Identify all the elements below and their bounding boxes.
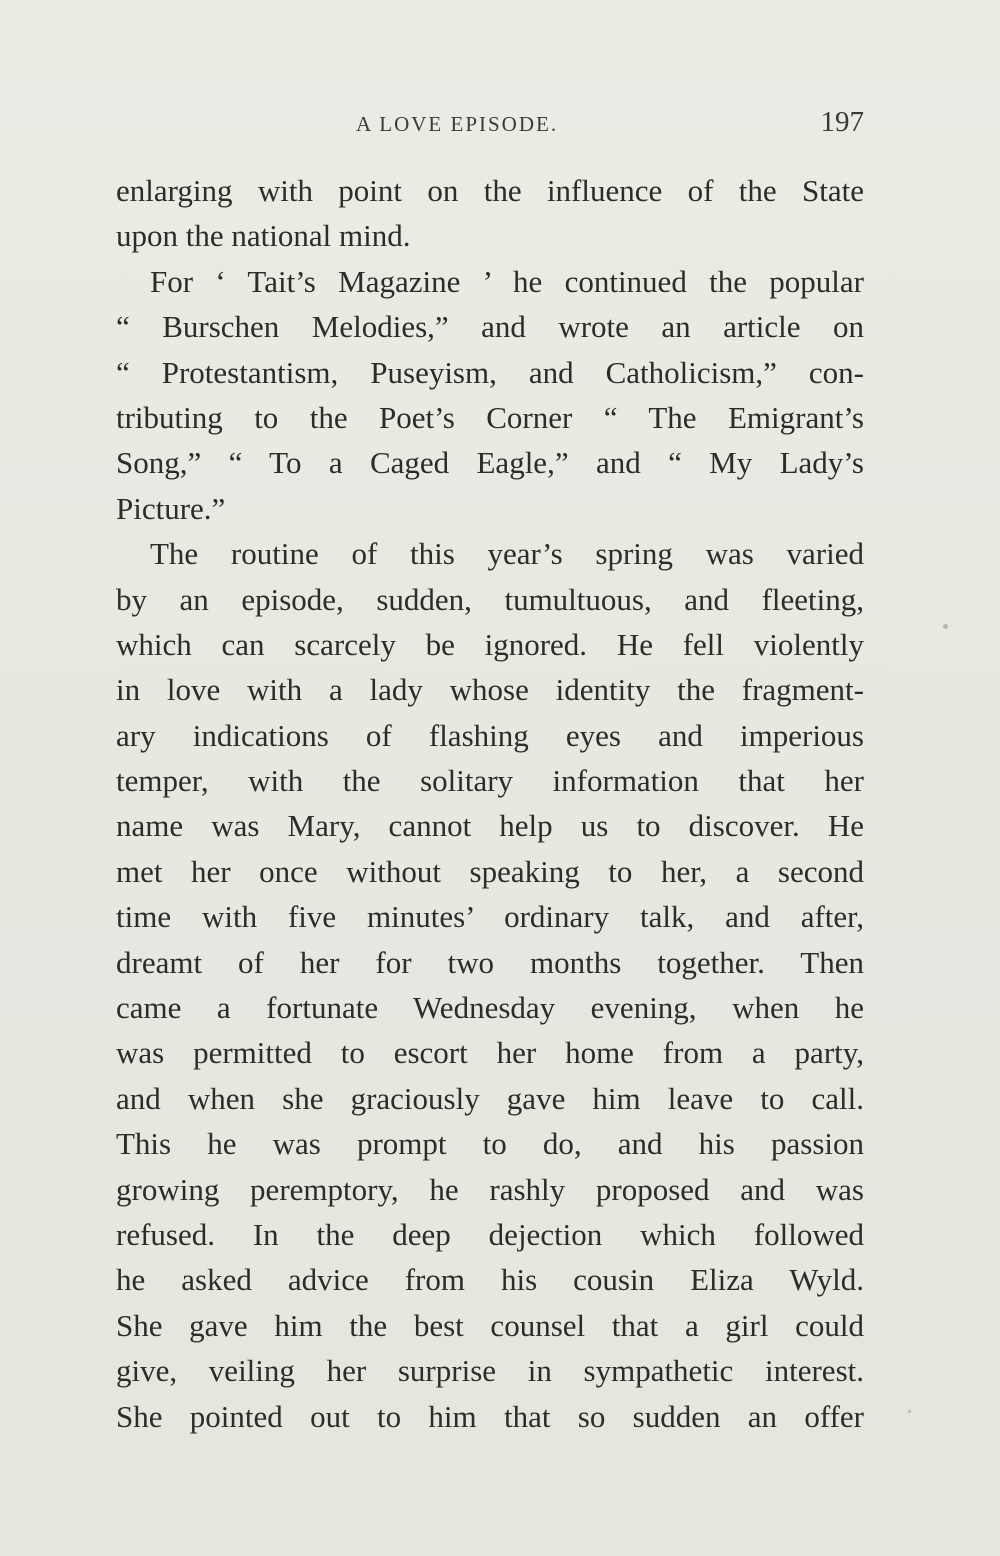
text-line: ary indications of flashing eyes and imperious bbox=[116, 717, 864, 753]
text-line: met her once without speaking to her, a second bbox=[116, 853, 864, 889]
text-line: came a fortunate Wednesday evening, when he bbox=[116, 990, 864, 1026]
text-line: For ‘ Tait’s Magazine ’ he continued the popular bbox=[150, 263, 864, 299]
text-line: “ Protestantism, Puseyism, and Catholicism,” con- bbox=[116, 354, 864, 390]
text-line: “ Burschen Melodies,” and wrote an article on bbox=[116, 309, 864, 345]
text-line: name was Mary, cannot help us to discover. He bbox=[116, 808, 864, 844]
text-line: time with five minutes’ ordinary talk, and after, bbox=[116, 899, 864, 935]
text-line: was permitted to escort her home from a party, bbox=[116, 1035, 864, 1071]
text-line: growing peremptory, he rashly proposed and was bbox=[116, 1171, 864, 1207]
text-line: Song,” “ To a Caged Eagle,” and “ My Lady’s bbox=[116, 445, 864, 481]
paper-speck bbox=[943, 624, 948, 629]
text-line: which can scarcely be ignored. He fell violently bbox=[116, 626, 864, 662]
text-line: refused. In the deep dejection which followed bbox=[116, 1216, 864, 1252]
body-text bbox=[116, 168, 864, 1439]
text-line: The routine of this year’s spring was varied bbox=[150, 536, 864, 572]
page-number: 197 bbox=[820, 106, 864, 138]
text-line: tributing to the Poet’s Corner “ The Emigrant’s bbox=[116, 399, 864, 435]
text-line: upon the national mind. bbox=[116, 218, 411, 254]
text-line: This he was prompt to do, and his passion bbox=[116, 1126, 864, 1162]
text-line: he asked advice from his cousin Eliza Wyld. bbox=[116, 1262, 864, 1298]
text-line: She gave him the best counsel that a girl could bbox=[116, 1307, 864, 1343]
text-line: by an episode, sudden, tumultuous, and fleeting, bbox=[116, 581, 864, 617]
text-line: dreamt of her for two months together. Then bbox=[116, 944, 864, 980]
text-line: and when she graciously gave him leave to call. bbox=[116, 1080, 864, 1116]
text-line: enlarging with point on the influence of the State bbox=[116, 173, 864, 208]
paper-speck bbox=[908, 1410, 911, 1413]
running-title: A LOVE EPISODE. bbox=[356, 112, 559, 136]
text-line: temper, with the solitary information that her bbox=[116, 763, 864, 799]
text-line: give, veiling her surprise in sympathetic interest. bbox=[116, 1353, 864, 1389]
running-head bbox=[116, 106, 864, 146]
text-line: She pointed out to him that so sudden an offer bbox=[116, 1398, 864, 1434]
text-line: Picture.” bbox=[116, 490, 226, 526]
text-line: in love with a lady whose identity the fragment- bbox=[116, 672, 864, 708]
